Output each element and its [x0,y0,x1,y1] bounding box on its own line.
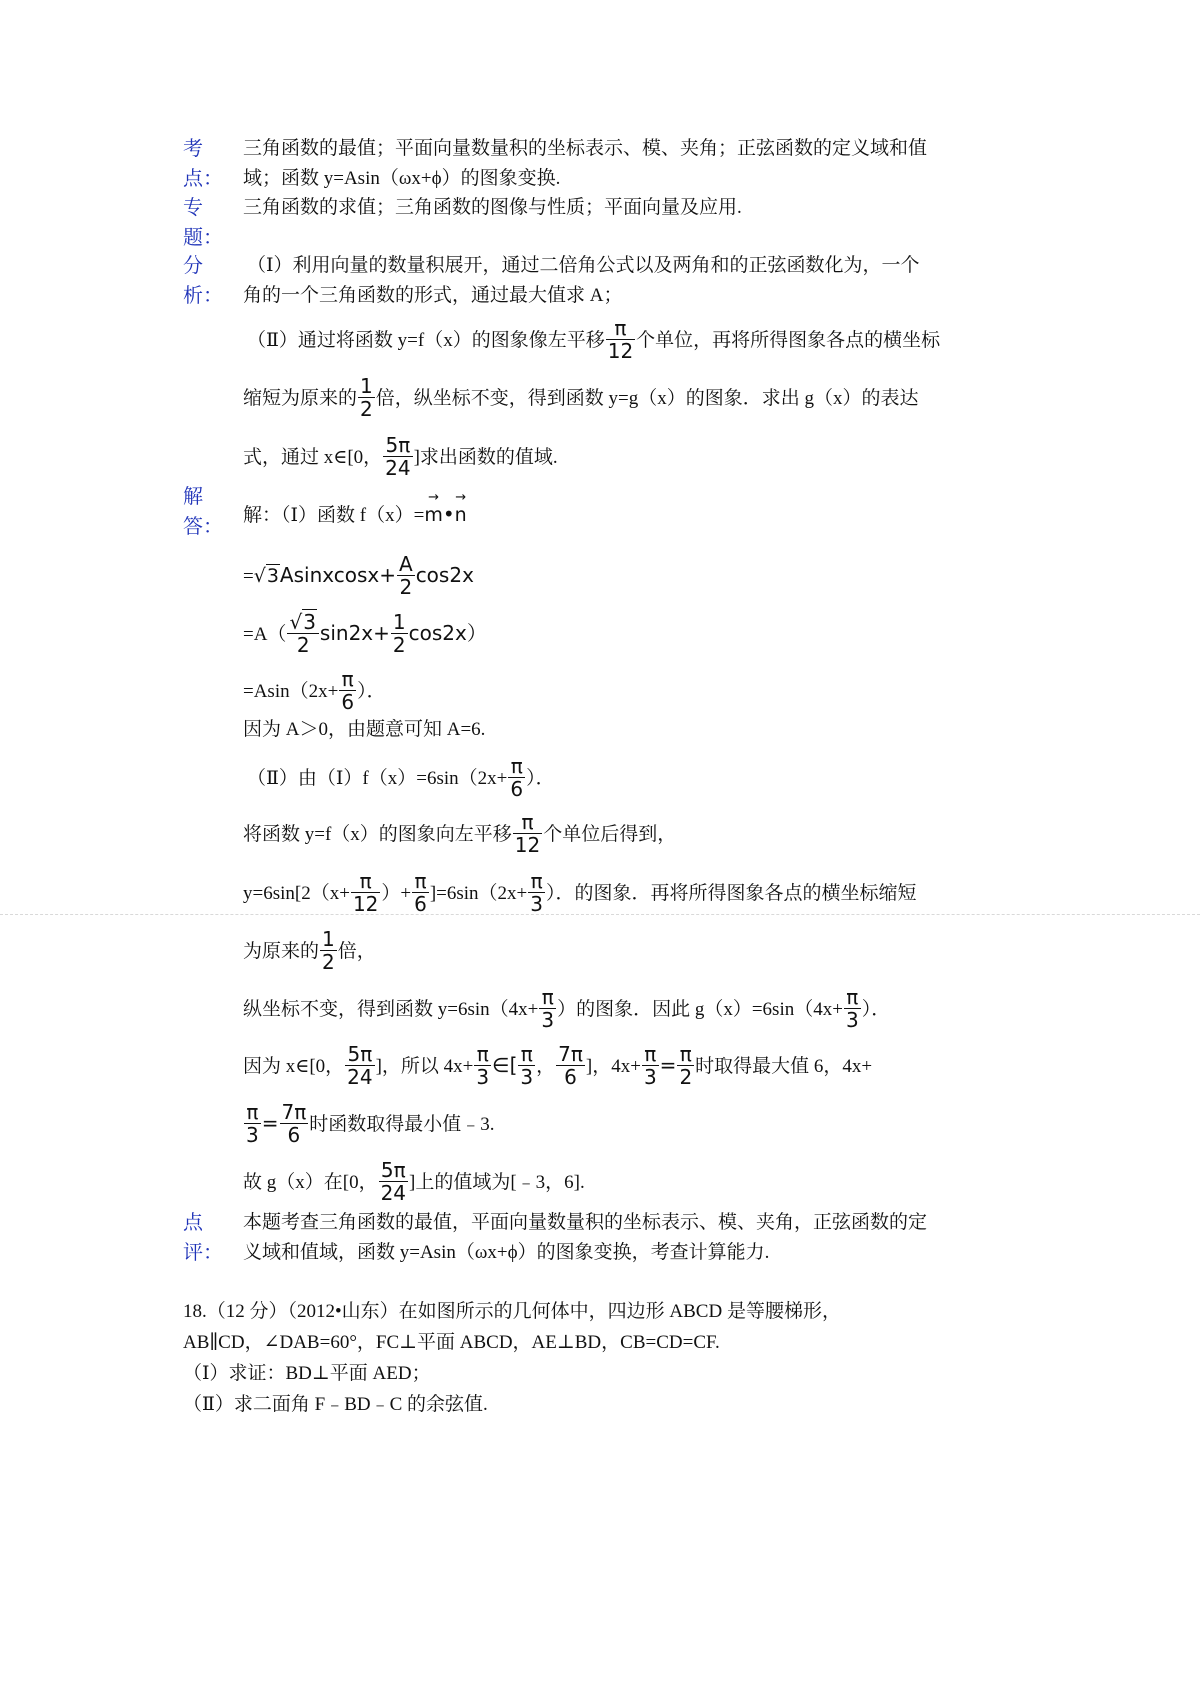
problem-18-part-2: （Ⅱ）求二面角 F﹣BD﹣C 的余弦值. [183,1394,488,1415]
kaodian-line-1: 三角函数的最值；平面向量数量积的坐标表示、模、夹角；正弦函数的定义域和值 [243,138,928,159]
zhuanti-line-1: 三角函数的求值；三角函数的图像与性质；平面向量及应用. [243,197,742,218]
zhuanti-label: 专 题： [183,197,223,249]
fraction: $\frac{5\pi}{24}$ [347,1042,373,1089]
fraction: $\frac{5\pi}{24}$ [385,433,411,480]
solution-line-10: 纵坐标不变，得到函数 y=6sin（4x+ $\frac{\pi}{3}$ ）的图象．因此 g（x）=6sin（4x+ $\frac{\pi}{3}$ ）． [243,985,891,1032]
solution-line-11: 因为 x∈[0， $\frac{5\pi}{24}$ ]，所以 4x+ $\frac{\pi}{3}$ ∈[ $\frac{\pi}{3}$ ， $\frac{7\pi}{6}$ ]，4x+ $\frac{\pi}{3}$ = $\frac{\pi}{2}$ 时取得最大值 6，4x+ [243,1042,873,1089]
fenxi-line-4: 缩短为原来的 $\frac{1}{2}$ 倍，纵坐标不变，得到函数 y=g（x）的图象．求出 g（x）的表达 [243,374,919,421]
fraction: $\frac{\pi}{6}$ [510,754,524,801]
solution-line-4: =Asin（2x+ $\frac{\pi}{6}$ ）． [243,667,386,714]
fraction: $\frac{\pi}{6}$ [341,667,355,714]
fraction: $\frac{\pi}{12}$ [352,869,379,916]
fenxi-line-5: 式，通过 x∈[0， $\frac{5\pi}{24}$ ]求出函数的值域. [243,433,558,480]
square-root: √3 [289,610,316,634]
fraction: $\frac{1}{2}$ [322,927,335,974]
fenxi-label: 分 析： [183,255,223,307]
fraction: $\frac{A}{2}$ [399,552,413,599]
fraction: $\frac{\pi}{3}$ [541,985,555,1032]
fraction: $\frac{7\pi}{6}$ [558,1042,583,1089]
solution-line-3: =A（ $\frac{√3}{2}$ sin2x+ $\frac{1}{2}$ cos2x） [243,610,487,657]
kaodian-line-2: 域；函数 y=Asin（ωx+ϕ）的图象变换. [243,168,561,189]
fenxi-line-3: （Ⅱ）通过将函数 y=f（x）的图象像左平移 $\frac{\pi}{12}$ 个单位，再将所得图象各点的横坐标 [247,316,941,363]
fraction: $\frac{\pi}{3}$ [476,1042,490,1089]
fraction: $\frac{√3}{2}$ [287,611,318,656]
problem-18-line-2: AB∥CD，∠DAB=60°，FC⊥平面 ABCD，AE⊥BD，CB=CD=CF. [183,1332,720,1353]
solution-line-7: 将函数 y=f（x）的图象向左平移 $\frac{\pi}{12}$ 个单位后得到， [243,810,677,857]
fraction: $\frac{\pi}{3}$ [643,1042,657,1089]
dianping-line-2: 义域和值域，函数 y=Asin（ωx+ϕ）的图象变换，考查计算能力. [243,1242,770,1263]
fraction: $\frac{\pi}{12}$ [514,810,541,857]
solution-line-13: 故 g（x）在[0， $\frac{5\pi}{24}$ ]上的值域为[﹣3，6]. [243,1158,585,1205]
square-root: √3 [253,564,279,587]
solution-line-12: $\frac{\pi}{3}$ = $\frac{7\pi}{6}$ 时函数取得最小值﹣3. [246,1100,495,1147]
fraction: $\frac{\pi}{3}$ [246,1100,259,1147]
vector-n: → n [455,500,467,530]
jieda-label: 解 答： [183,486,223,538]
fenxi-line-1: （Ⅰ）利用向量的数量积展开，通过二倍角公式以及两角和的正弦函数化为，一个 [247,255,920,276]
problem-18-line-1: 18.（12 分）（2012•山东）在如图所示的几何体中，四边形 ABCD 是等腰梯形， [183,1301,841,1322]
fraction: $\frac{\pi}{12}$ [607,316,634,363]
dianping-label: 点 评： [183,1212,223,1264]
solution-line-5: 因为 A＞0，由题意可知 A=6. [243,719,486,740]
problem-18-part-1: （Ⅰ）求证：BD⊥平面 AED； [183,1363,431,1384]
fraction: $\frac{5\pi}{24}$ [380,1158,407,1205]
fraction: $\frac{7\pi}{6}$ [281,1100,307,1147]
fraction: $\frac{\pi}{3}$ [530,869,544,916]
solution-line-8: y=6sin[2（x+ $\frac{\pi}{12}$ ）+ $\frac{\pi}{6}$ ]=6sin（2x+ $\frac{\pi}{3}$ ）．的图象．再将所得图象各点的横坐标缩短 [243,869,917,916]
solution-line-2: =√3Asinxcosx+ $\frac{A}{2}$ cos2x [243,552,474,599]
fraction: $\frac{1}{2}$ [360,374,373,421]
solution-line-6: （Ⅱ）由（Ⅰ）f（x）=6sin（2x+ $\frac{\pi}{6}$ ）． [247,754,555,801]
fraction: $\frac{\pi}{6}$ [414,869,427,916]
fraction: $\frac{\pi}{3}$ [845,985,859,1032]
fenxi-line-2: 角的一个三角函数的形式，通过最大值求 A； [243,285,623,306]
fraction: $\frac{\pi}{3}$ [520,1042,534,1089]
vector-m: → m [424,500,443,530]
kaodian-label: 考 点： [183,138,223,190]
solution-line-1: 解：（Ⅰ）函数 f（x）=→ m•→ n [243,499,467,531]
solution-line-9: 为原来的 $\frac{1}{2}$ 倍， [243,927,376,974]
fraction: $\frac{\pi}{2}$ [679,1042,693,1089]
dianping-line-1: 本题考查三角函数的最值，平面向量数量积的坐标表示、模、夹角，正弦函数的定 [243,1212,928,1233]
fraction: $\frac{1}{2}$ [392,610,406,657]
